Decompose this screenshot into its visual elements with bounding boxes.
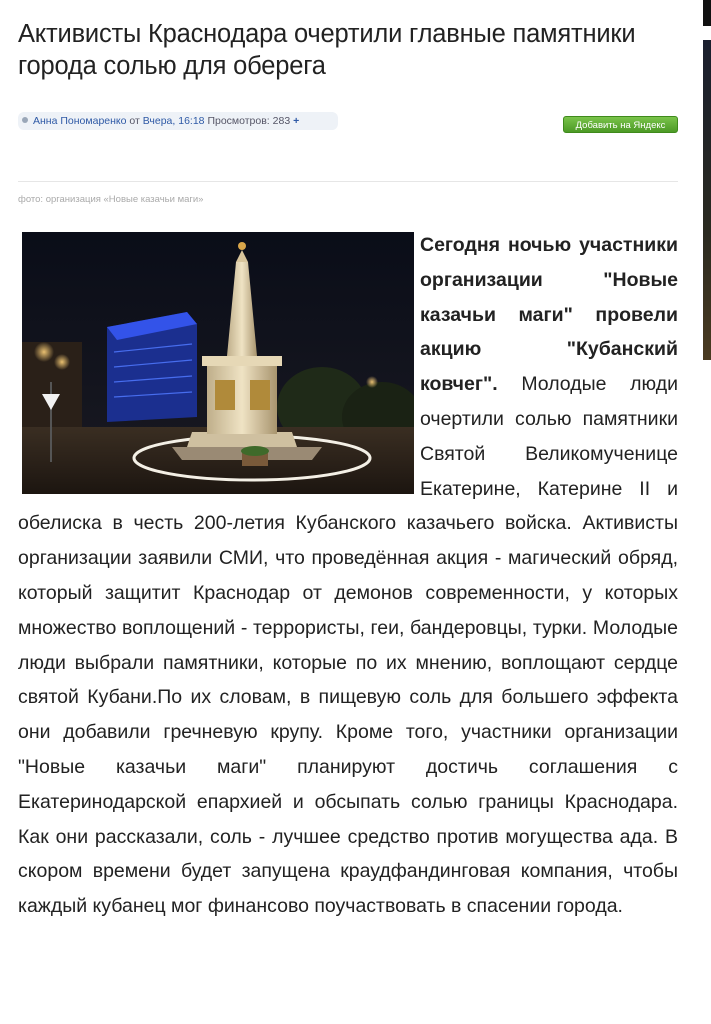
author-link[interactable]: Анна Пономаренко: [33, 115, 127, 127]
bullet-icon: [22, 117, 28, 123]
article-body: [18, 228, 678, 924]
photo-credit: фото: организация «Новые казачьи маги»: [18, 194, 204, 205]
article-title: Активисты Краснодара очертили главные памятники города солью для оберега: [18, 20, 636, 80]
edge-strip-top: [703, 0, 711, 26]
add-to-yandex-button[interactable]: Добавить на Яндекс: [563, 116, 678, 133]
right-edge-strip: [700, 0, 711, 1024]
publish-date: Вчера, 16:18: [142, 115, 205, 127]
views-plus-button[interactable]: +: [293, 115, 300, 127]
views-count: Просмотров: 283: [207, 115, 291, 127]
article-text: Молодые люди очертили солью памятники Святой Великомученице Екатерине, Катерине II и обелиска в честь 200-летия Кубанского казачьего войска. Активисты организации заявили СМИ, что проведённая акция - магический обряд, который защитит Краснодар от демонов современности, у которых множество воплощений - террористы, геи, бандеровцы, турки. Молодые люди выбрали памятники, которые по их мнению, воплощают сердце святой Кубани.По их словам, в пищевую соль для большего эффекта они добавили гречневую крупу. Кроме того, участники организации "Новые казачьи маги" планируют достичь соглашения с Екатеринодарской епархией и обсыпать солью границы Краснодара. Как они рассказали, соль - лучшее средство против могущества ада. В скором времени будет запущена краудфандинговая компания, чтобы каждый кубанец мог финансово поучаствовать в спасении города.: [18, 373, 678, 918]
article-lead: Сегодня ночью участники организации "Новые казачьи маги" провели акцию "Кубанский ковчег".: [420, 234, 678, 396]
article-meta-bar: [18, 112, 338, 130]
date-prefix: от: [129, 115, 140, 127]
edge-strip-image: [703, 40, 711, 360]
monument-night-photo: [22, 232, 414, 494]
divider: [18, 181, 678, 182]
article-photo: [22, 232, 414, 494]
